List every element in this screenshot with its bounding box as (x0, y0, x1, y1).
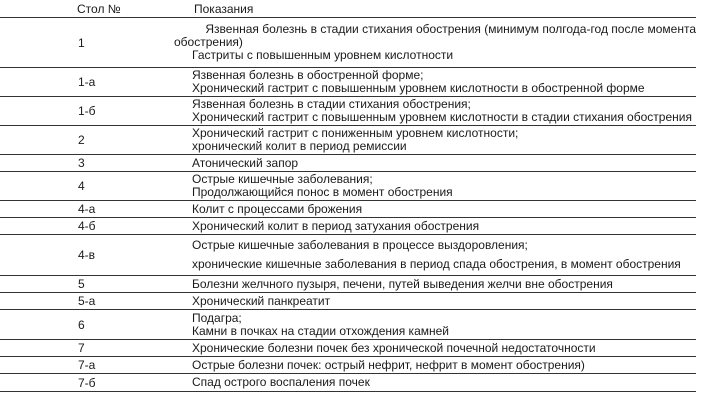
table-row (0, 155, 696, 172)
table-number: 1 (0, 18, 174, 68)
indications (174, 310, 696, 340)
table-number: 7-б (0, 374, 174, 392)
indications (174, 218, 696, 235)
indication-line: Хронический гастрит с повышенным уровнем кислотности в стадии стихания обострения (192, 110, 692, 124)
table-row (0, 235, 696, 276)
indication-line: Хронический панкреатит (192, 293, 331, 308)
indications (174, 374, 696, 392)
table-number: 5 (0, 276, 174, 293)
table-number: 2 (0, 126, 174, 155)
indications (174, 126, 696, 155)
indication-line: Хронический колит в период затухания обострения (192, 218, 480, 233)
indications (174, 235, 696, 276)
indications (174, 172, 696, 201)
table-header-row (0, 0, 696, 18)
table-row (0, 126, 696, 155)
indication-line: Камни в почках на стадии отхождения камней (192, 323, 449, 338)
indications (174, 357, 696, 374)
table-number: 4-б (0, 218, 174, 235)
table-row (0, 97, 696, 126)
table-row (0, 374, 696, 392)
table-number: 1-б (0, 97, 174, 126)
table-number: 6 (0, 310, 174, 340)
indication-line: Острые кишечные заболевания; (192, 172, 373, 186)
table-row (0, 172, 696, 201)
table-number: 4-а (0, 201, 174, 218)
indication-line: Гастриты с повышенным уровнем кислотности (192, 48, 454, 62)
table-row (0, 357, 696, 374)
indication-line: хронический колит в период ремиссии (192, 139, 407, 153)
table-row (0, 310, 696, 340)
indication-line: Спад острого воспаления почек (192, 375, 370, 389)
table-row (0, 340, 696, 357)
table-number: 7-а (0, 357, 174, 374)
table-number: 4-в (0, 235, 174, 276)
indication-line: хронические кишечные заболевания в период спада обострения, в момент обострения (192, 257, 681, 271)
indication-line: Хронический гастрит с пониженным уровнем кислотности; (192, 126, 519, 140)
indications (174, 18, 696, 68)
header-table-number: Стол № (0, 0, 174, 18)
indications (174, 340, 696, 357)
indications (174, 155, 696, 172)
header-indications: Показания (174, 0, 696, 18)
table-row (0, 293, 696, 310)
indication-line: Язвенная болезнь в стадии стихания обострения (минимум полгода-год после момента (205, 22, 696, 36)
indications (174, 68, 696, 97)
indication-line: Язвенная болезнь в стадии стихания обострения; (192, 97, 471, 111)
table-row (0, 68, 696, 97)
indications (174, 293, 696, 310)
indication-line: Хронические болезни почек без хронической почечной недостаточности (192, 340, 596, 355)
indication-line: Острые болезни почек: острый нефрит, нефрит в момент обострения) (192, 357, 585, 372)
table-row (0, 201, 696, 218)
indication-line: Продолжающийся понос в момент обострения (192, 185, 453, 199)
table-row (0, 218, 696, 235)
indications (174, 276, 696, 293)
indications (174, 201, 696, 218)
indication-line: Острые кишечные заболевания в процессе выздоровления; (192, 238, 528, 252)
indication-line: Язвенная болезнь в обостренной форме; (192, 68, 424, 82)
indications (174, 97, 696, 126)
indication-line: Атонический запор (192, 155, 299, 170)
table-number: 1-а (0, 68, 174, 97)
table-number: 4 (0, 172, 174, 201)
table-row (0, 276, 696, 293)
indication-line: Хронический гастрит с повышенным уровнем кислотности в обостренной форме (192, 81, 645, 95)
table-row (0, 18, 696, 68)
indication-line: обострения) (174, 35, 243, 49)
table-number: 5-а (0, 293, 174, 310)
table-number: 3 (0, 155, 174, 172)
indication-line: Болезни желчного пузыря, печени, путей выведения желчи вне обострения (192, 276, 613, 291)
indication-line: Колит с процессами брожения (192, 201, 363, 216)
table-number: 7 (0, 340, 174, 357)
indication-line: Подагра; (192, 310, 242, 325)
